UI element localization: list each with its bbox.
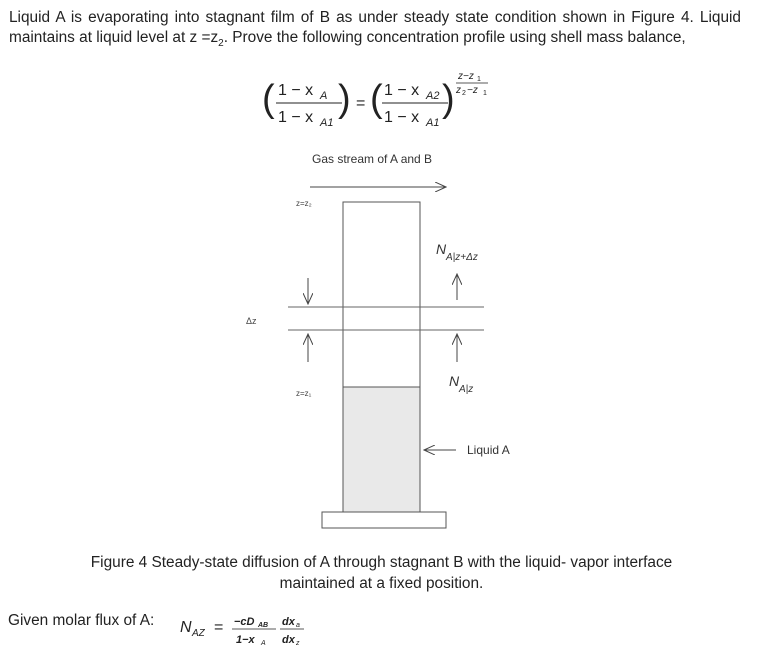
exponent-denominator-sub: 2 [462,90,466,97]
exponent-denominator-tail-sub: 1 [483,90,487,97]
given-den2: dx [282,634,295,646]
caption-line-2: maintained at a fixed position. [279,575,484,592]
concentration-profile-equation [262,68,502,132]
rhs-close-paren: ) [442,78,455,120]
given-prefix: Given molar flux of A: [8,612,155,629]
column-base [322,512,446,528]
given-num1: −cD [234,616,255,628]
exponent-numerator-sub: 1 [477,76,481,83]
given-num2-sub: a [296,622,300,629]
exponent-denominator-tail: −z [467,85,478,96]
exponent-denominator: z [456,85,461,96]
lhs-denominator: 1 − x [278,109,314,126]
rhs-denominator-sub: A1 [426,117,440,129]
z1-label: z=z₁ [296,389,312,398]
flux-top-sub: A|z+Δz [446,252,478,263]
lhs-numerator-sub: A [320,90,328,102]
given-lhs: N [180,619,192,636]
flux-bottom-label: N [449,373,460,389]
problem-text-sub: 2 [218,38,224,50]
problem-text-tail: . Prove the following concentration profile using shell mass balance, [223,29,686,46]
rhs-numerator-sub: A2 [426,90,440,102]
given-den2-sub: z [296,640,300,647]
rhs-numerator: 1 − x [384,82,420,99]
liquid-region [343,387,420,512]
given-den1: 1−x [236,634,255,646]
given-den1-sub: A [261,640,266,647]
given-flux [8,612,154,630]
given-flux-equation [178,610,328,650]
given-lhs-sub: AZ [192,628,205,639]
exponent-numerator: z−z [458,71,474,82]
problem-text-main: Liquid A is evaporating into stagnant film of B as under steady state condition shown in Figure 4. Liquid maintains at liquid level at z =z [9,9,741,46]
flux-bottom-sub: A|z [459,384,474,395]
rhs-denominator: 1 − x [384,109,420,126]
lhs-denominator-sub: A1 [320,117,334,129]
equals-sign: = [356,95,366,112]
delta-z-label: Δz [246,316,257,326]
given-num2: dx [282,616,295,628]
flux-top-label: N [436,241,447,257]
caption-line-1: Figure 4 Steady-state diffusion of A through stagnant B with the liquid- vapor interface [90,554,673,571]
gas-stream-label: Gas stream of A and B [312,152,433,166]
lhs-open-paren: ( [262,78,275,120]
z2-label: z=z₂ [296,199,312,208]
rhs-open-paren: ( [370,78,383,120]
figure-caption [0,552,763,594]
lhs-numerator: 1 − x [278,82,314,99]
given-num1-sub: AB [258,622,269,629]
given-equals: = [214,619,224,636]
liquid-label: Liquid A [467,443,510,457]
problem-statement [9,8,741,54]
diffusion-figure [0,140,763,540]
lhs-close-paren: ) [338,78,351,120]
